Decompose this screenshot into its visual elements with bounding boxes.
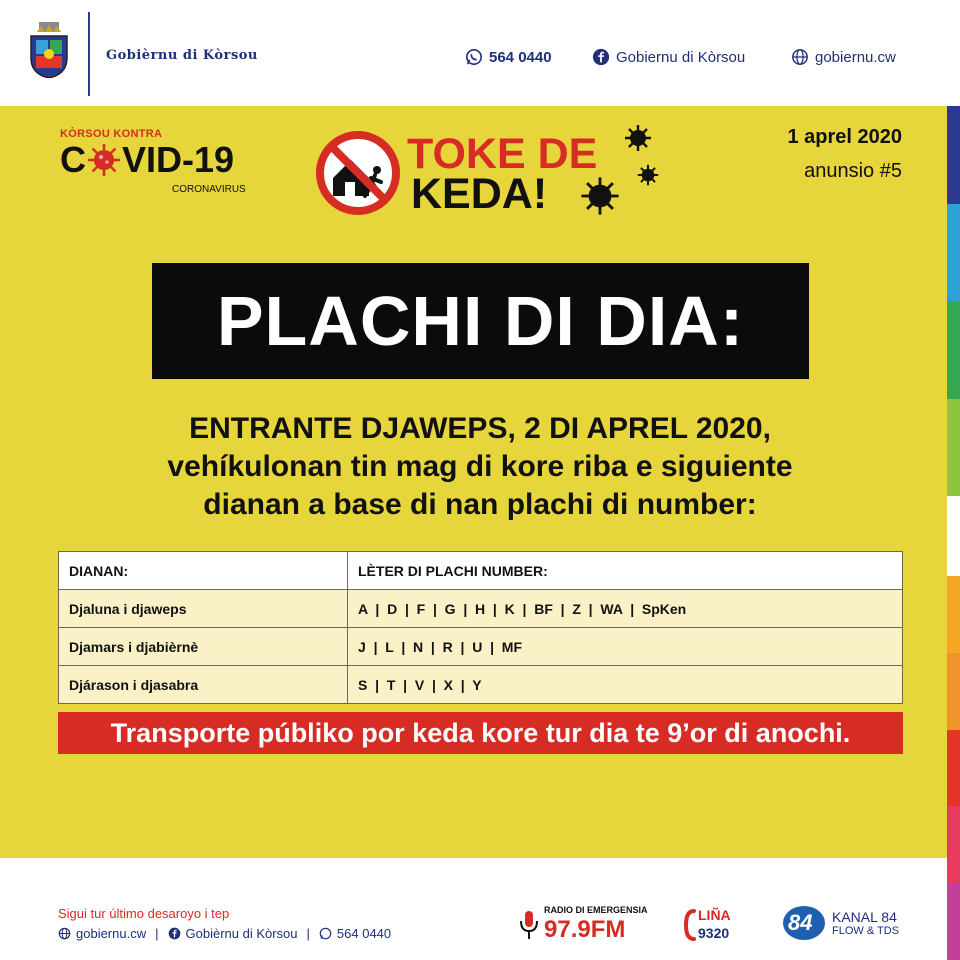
table-header-days: DIANAN: bbox=[59, 552, 348, 590]
facebook-icon bbox=[592, 48, 610, 66]
whatsapp-icon bbox=[319, 927, 332, 940]
lead-line1: ENTRANTE DJAWEPS, 2 DI APREL 2020, bbox=[189, 412, 771, 445]
table-row bbox=[59, 628, 903, 666]
footer-facebook[interactable]: Gobièrnu di Kòrsou bbox=[185, 926, 298, 941]
notice-number: anunsio #5 bbox=[804, 160, 902, 182]
campaign-name-prefix: C bbox=[60, 139, 86, 180]
curfew-heading bbox=[407, 130, 598, 218]
covid-campaign-logo bbox=[60, 128, 246, 195]
header-website-text: gobiernu.cw bbox=[815, 48, 896, 66]
curfew-heading-line2: KEDA! bbox=[411, 170, 548, 218]
whatsapp-icon bbox=[465, 48, 483, 66]
germ-icon bbox=[580, 176, 620, 216]
hotline-label: LIÑA bbox=[698, 907, 731, 923]
radio-frequency: 97.9FM bbox=[544, 916, 626, 943]
radio-label: RADIO DI EMERGENSIA bbox=[544, 905, 648, 915]
no-leaving-home-icon bbox=[315, 130, 401, 216]
curfew-heading-line1: TOKE DE bbox=[407, 130, 598, 178]
coat-of-arms-icon bbox=[27, 22, 71, 78]
table-cell-days: Djamars i djabièrnè bbox=[59, 628, 348, 666]
header-website[interactable] bbox=[791, 48, 896, 66]
table-header-letters: LÈTER DI PLACHI NUMBER: bbox=[348, 552, 903, 590]
germ-icon bbox=[624, 124, 652, 152]
title-box bbox=[152, 263, 809, 379]
tv-badge-number: 84 bbox=[788, 910, 813, 935]
footer-separator: | bbox=[306, 926, 310, 941]
lead-line2: vehíkulonan tin mag di kore riba e siguiente bbox=[167, 450, 793, 483]
right-color-strip-top bbox=[947, 106, 960, 496]
notice-date: 1 aprel 2020 bbox=[787, 126, 902, 148]
header-facebook-text: Gobiernu di Kòrsou bbox=[616, 48, 746, 66]
phone-handset-icon bbox=[684, 909, 696, 941]
footer-website[interactable]: gobiernu.cw bbox=[76, 926, 147, 941]
microphone-icon bbox=[518, 907, 540, 941]
lead-line3: dianan a base di nan plachi di number: bbox=[203, 488, 757, 521]
table-header-row bbox=[59, 552, 903, 590]
virus-icon bbox=[87, 143, 121, 177]
table-cell-letters: A | D | F | G | H | K | BF | Z | WA | SpKen bbox=[348, 590, 903, 628]
tv-channel-name: KANAL 84 bbox=[832, 909, 897, 925]
globe-icon bbox=[791, 48, 809, 66]
campaign-name bbox=[60, 140, 234, 180]
campaign-kicker: KÒRSOU KONTRA bbox=[60, 128, 163, 140]
government-name: Gobièrnu di Kòrsou bbox=[106, 48, 258, 63]
germ-icon bbox=[637, 164, 659, 186]
facebook-icon bbox=[168, 927, 181, 940]
header-bar bbox=[0, 0, 960, 106]
tv-channel-sub: FLOW & TDS bbox=[832, 925, 900, 937]
lead-text bbox=[60, 410, 900, 524]
table-cell-days: Djaluna i djaweps bbox=[59, 590, 348, 628]
transport-banner-text: Transporte públiko por keda kore tur dia te 9’or di anochi. bbox=[110, 717, 851, 748]
footer-phone[interactable]: 564 0440 bbox=[336, 926, 392, 941]
right-color-strip-bottom bbox=[947, 576, 960, 960]
table-cell-days: Djárason i djasabra bbox=[59, 666, 348, 704]
header-divider bbox=[88, 12, 90, 96]
footer-separator: | bbox=[155, 926, 159, 941]
table-row bbox=[59, 590, 903, 628]
transport-banner bbox=[58, 712, 903, 754]
table-cell-letters: J | L | N | R | U | MF bbox=[348, 628, 903, 666]
page-title: PLACHI DI DIA: bbox=[216, 282, 745, 360]
footer-links bbox=[58, 926, 391, 941]
header-facebook[interactable] bbox=[592, 48, 745, 66]
header-phone[interactable] bbox=[465, 48, 552, 66]
globe-icon bbox=[58, 927, 71, 940]
plate-schedule-table bbox=[58, 551, 903, 704]
hotline-number: 9320 bbox=[698, 925, 730, 941]
header-phone-text: 564 0440 bbox=[489, 48, 552, 66]
campaign-sub: CORONAVIRUS bbox=[172, 184, 246, 195]
table-row bbox=[59, 666, 903, 704]
table-cell-letters: S | T | V | X | Y bbox=[348, 666, 903, 704]
footer-follow-text: Sigui tur último desaroyo i tep bbox=[58, 906, 230, 921]
campaign-name-suffix: VID-19 bbox=[122, 139, 235, 180]
